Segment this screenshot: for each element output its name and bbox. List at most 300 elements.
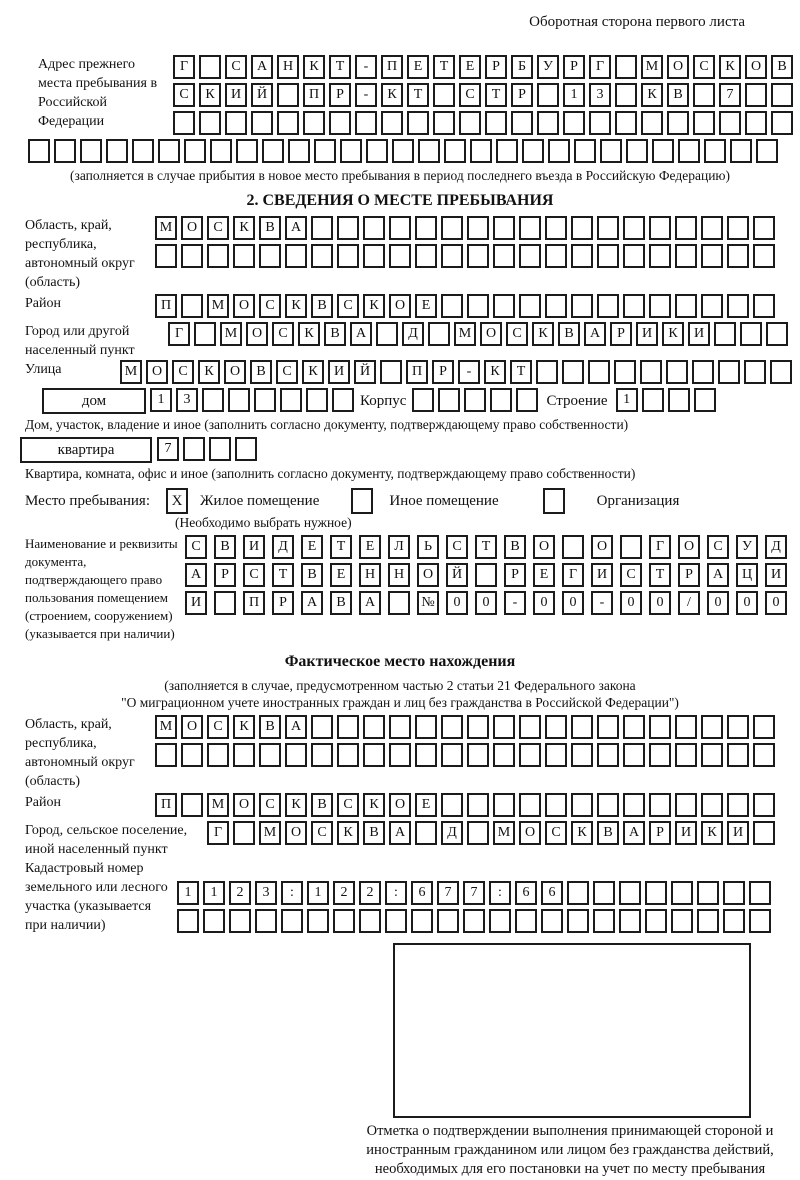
char-box[interactable]: С bbox=[243, 563, 265, 587]
char-box[interactable]: С bbox=[311, 821, 333, 845]
char-box[interactable] bbox=[519, 743, 541, 767]
char-box[interactable] bbox=[277, 111, 299, 135]
char-box[interactable] bbox=[207, 244, 229, 268]
char-box[interactable]: А bbox=[359, 591, 381, 615]
char-box[interactable]: В bbox=[301, 563, 323, 587]
char-box[interactable]: Й bbox=[354, 360, 376, 384]
char-box[interactable]: В bbox=[311, 793, 333, 817]
char-box[interactable] bbox=[363, 743, 385, 767]
char-box[interactable] bbox=[285, 743, 307, 767]
char-box[interactable] bbox=[411, 909, 433, 933]
char-box[interactable]: П bbox=[243, 591, 265, 615]
char-box[interactable]: С bbox=[446, 535, 468, 559]
char-box[interactable] bbox=[493, 793, 515, 817]
char-box[interactable] bbox=[337, 244, 359, 268]
char-box[interactable] bbox=[562, 535, 584, 559]
char-box[interactable]: В bbox=[363, 821, 385, 845]
char-box[interactable] bbox=[228, 388, 250, 412]
char-box[interactable] bbox=[645, 881, 667, 905]
char-box[interactable] bbox=[173, 111, 195, 135]
char-box[interactable]: М bbox=[493, 821, 515, 845]
char-box[interactable]: С bbox=[693, 55, 715, 79]
char-box[interactable] bbox=[623, 715, 645, 739]
char-box[interactable] bbox=[701, 743, 723, 767]
char-box[interactable] bbox=[744, 360, 766, 384]
char-box[interactable] bbox=[288, 139, 310, 163]
char-box[interactable]: В bbox=[597, 821, 619, 845]
char-box[interactable]: П bbox=[155, 793, 177, 817]
char-box[interactable] bbox=[537, 111, 559, 135]
char-box[interactable]: М bbox=[207, 793, 229, 817]
char-box[interactable]: А bbox=[623, 821, 645, 845]
char-box[interactable]: В bbox=[259, 216, 281, 240]
char-box[interactable]: Ц bbox=[736, 563, 758, 587]
char-box[interactable]: А bbox=[301, 591, 323, 615]
char-box[interactable]: Т bbox=[510, 360, 532, 384]
char-box[interactable]: О bbox=[389, 793, 411, 817]
char-box[interactable] bbox=[389, 715, 411, 739]
char-box[interactable] bbox=[730, 139, 752, 163]
char-box[interactable] bbox=[415, 216, 437, 240]
char-box[interactable]: 1 bbox=[177, 881, 199, 905]
char-box[interactable] bbox=[311, 715, 333, 739]
char-box[interactable] bbox=[548, 139, 570, 163]
char-box[interactable] bbox=[470, 139, 492, 163]
char-box[interactable] bbox=[753, 821, 775, 845]
stay-option-other-checkbox[interactable] bbox=[351, 488, 373, 514]
char-box[interactable]: - bbox=[355, 83, 377, 107]
char-box[interactable]: 0 bbox=[620, 591, 642, 615]
char-box[interactable]: С bbox=[272, 322, 294, 346]
char-box[interactable] bbox=[385, 909, 407, 933]
char-box[interactable] bbox=[233, 244, 255, 268]
char-box[interactable]: Н bbox=[388, 563, 410, 587]
char-box[interactable]: Т bbox=[329, 55, 351, 79]
char-box[interactable] bbox=[181, 793, 203, 817]
char-box[interactable] bbox=[184, 139, 206, 163]
char-box[interactable] bbox=[723, 909, 745, 933]
char-box[interactable]: К bbox=[571, 821, 593, 845]
char-box[interactable] bbox=[311, 743, 333, 767]
char-box[interactable] bbox=[727, 793, 749, 817]
char-box[interactable] bbox=[376, 322, 398, 346]
char-box[interactable] bbox=[80, 139, 102, 163]
char-box[interactable]: С bbox=[707, 535, 729, 559]
char-box[interactable] bbox=[563, 111, 585, 135]
char-box[interactable]: О bbox=[224, 360, 246, 384]
char-box[interactable] bbox=[28, 139, 50, 163]
char-box[interactable]: Е bbox=[533, 563, 555, 587]
char-box[interactable] bbox=[235, 437, 257, 461]
char-box[interactable] bbox=[415, 821, 437, 845]
char-box[interactable]: В bbox=[259, 715, 281, 739]
char-box[interactable]: С bbox=[506, 322, 528, 346]
char-box[interactable] bbox=[749, 909, 771, 933]
char-box[interactable]: К bbox=[198, 360, 220, 384]
char-box[interactable]: М bbox=[155, 216, 177, 240]
char-box[interactable] bbox=[626, 139, 648, 163]
char-box[interactable] bbox=[519, 216, 541, 240]
char-box[interactable]: О bbox=[533, 535, 555, 559]
char-box[interactable] bbox=[727, 743, 749, 767]
char-box[interactable] bbox=[675, 793, 697, 817]
char-box[interactable]: № bbox=[417, 591, 439, 615]
char-box[interactable] bbox=[412, 388, 434, 412]
char-box[interactable]: К bbox=[302, 360, 324, 384]
char-box[interactable]: 0 bbox=[446, 591, 468, 615]
char-box[interactable] bbox=[753, 244, 775, 268]
char-box[interactable] bbox=[441, 244, 463, 268]
char-box[interactable] bbox=[536, 360, 558, 384]
char-box[interactable] bbox=[392, 139, 414, 163]
char-box[interactable] bbox=[615, 111, 637, 135]
char-box[interactable] bbox=[511, 111, 533, 135]
char-box[interactable] bbox=[363, 244, 385, 268]
char-box[interactable]: 3 bbox=[176, 388, 198, 412]
char-box[interactable] bbox=[437, 909, 459, 933]
char-box[interactable] bbox=[255, 909, 277, 933]
char-box[interactable] bbox=[214, 591, 236, 615]
char-box[interactable]: Р bbox=[649, 821, 671, 845]
char-box[interactable] bbox=[719, 111, 741, 135]
char-box[interactable] bbox=[693, 83, 715, 107]
char-box[interactable] bbox=[753, 294, 775, 318]
char-box[interactable]: 6 bbox=[515, 881, 537, 905]
char-box[interactable] bbox=[649, 743, 671, 767]
char-box[interactable]: 2 bbox=[333, 881, 355, 905]
char-box[interactable]: С bbox=[225, 55, 247, 79]
char-box[interactable]: 0 bbox=[765, 591, 787, 615]
stay-option-residential-checkbox[interactable]: X bbox=[166, 488, 188, 514]
char-box[interactable]: У bbox=[537, 55, 559, 79]
char-box[interactable] bbox=[363, 216, 385, 240]
char-box[interactable] bbox=[340, 139, 362, 163]
char-box[interactable] bbox=[589, 111, 611, 135]
char-box[interactable]: К bbox=[532, 322, 554, 346]
char-box[interactable] bbox=[619, 909, 641, 933]
char-box[interactable] bbox=[155, 743, 177, 767]
char-box[interactable]: П bbox=[155, 294, 177, 318]
char-box[interactable]: К bbox=[363, 294, 385, 318]
char-box[interactable]: Г bbox=[168, 322, 190, 346]
char-box[interactable] bbox=[753, 216, 775, 240]
char-box[interactable]: 2 bbox=[359, 881, 381, 905]
char-box[interactable]: О bbox=[389, 294, 411, 318]
char-box[interactable] bbox=[545, 743, 567, 767]
char-box[interactable]: - bbox=[355, 55, 377, 79]
char-box[interactable]: Р bbox=[610, 322, 632, 346]
char-box[interactable] bbox=[623, 743, 645, 767]
char-box[interactable] bbox=[155, 244, 177, 268]
char-box[interactable]: Г bbox=[207, 821, 229, 845]
char-box[interactable] bbox=[727, 294, 749, 318]
char-box[interactable]: Т bbox=[272, 563, 294, 587]
char-box[interactable] bbox=[620, 535, 642, 559]
char-box[interactable]: О bbox=[591, 535, 613, 559]
char-box[interactable]: О bbox=[246, 322, 268, 346]
char-box[interactable] bbox=[704, 139, 726, 163]
char-box[interactable] bbox=[277, 83, 299, 107]
char-box[interactable]: Е bbox=[407, 55, 429, 79]
char-box[interactable] bbox=[337, 715, 359, 739]
char-box[interactable]: М bbox=[259, 821, 281, 845]
char-box[interactable] bbox=[467, 244, 489, 268]
char-box[interactable]: 1 bbox=[616, 388, 638, 412]
char-box[interactable]: Д bbox=[272, 535, 294, 559]
char-box[interactable] bbox=[280, 388, 302, 412]
char-box[interactable]: Р bbox=[272, 591, 294, 615]
char-box[interactable]: Т bbox=[649, 563, 671, 587]
char-box[interactable] bbox=[467, 216, 489, 240]
char-box[interactable]: А bbox=[251, 55, 273, 79]
char-box[interactable] bbox=[571, 294, 593, 318]
char-box[interactable]: О bbox=[181, 216, 203, 240]
char-box[interactable]: Т bbox=[330, 535, 352, 559]
char-box[interactable] bbox=[649, 793, 671, 817]
char-box[interactable] bbox=[199, 55, 221, 79]
char-box[interactable]: 0 bbox=[475, 591, 497, 615]
char-box[interactable] bbox=[281, 909, 303, 933]
char-box[interactable]: К bbox=[285, 793, 307, 817]
char-box[interactable] bbox=[485, 111, 507, 135]
char-box[interactable] bbox=[574, 139, 596, 163]
char-box[interactable] bbox=[597, 216, 619, 240]
char-box[interactable]: Д bbox=[441, 821, 463, 845]
char-box[interactable]: И bbox=[328, 360, 350, 384]
char-box[interactable] bbox=[210, 139, 232, 163]
char-box[interactable] bbox=[337, 216, 359, 240]
char-box[interactable]: Г bbox=[173, 55, 195, 79]
char-box[interactable] bbox=[428, 322, 450, 346]
char-box[interactable]: Й bbox=[251, 83, 273, 107]
char-box[interactable]: С bbox=[185, 535, 207, 559]
char-box[interactable] bbox=[649, 216, 671, 240]
char-box[interactable]: К bbox=[303, 55, 325, 79]
char-box[interactable]: 6 bbox=[411, 881, 433, 905]
char-box[interactable]: 1 bbox=[307, 881, 329, 905]
char-box[interactable]: М bbox=[207, 294, 229, 318]
char-box[interactable]: И bbox=[727, 821, 749, 845]
char-box[interactable]: М bbox=[220, 322, 242, 346]
char-box[interactable] bbox=[545, 715, 567, 739]
char-box[interactable] bbox=[541, 909, 563, 933]
char-box[interactable] bbox=[701, 216, 723, 240]
char-box[interactable] bbox=[753, 743, 775, 767]
char-box[interactable]: С bbox=[259, 294, 281, 318]
char-box[interactable] bbox=[701, 715, 723, 739]
char-box[interactable] bbox=[753, 715, 775, 739]
char-box[interactable]: К bbox=[337, 821, 359, 845]
char-box[interactable] bbox=[623, 793, 645, 817]
char-box[interactable]: Е bbox=[459, 55, 481, 79]
char-box[interactable] bbox=[675, 743, 697, 767]
char-box[interactable] bbox=[314, 139, 336, 163]
char-box[interactable] bbox=[649, 244, 671, 268]
char-box[interactable] bbox=[203, 909, 225, 933]
char-box[interactable] bbox=[692, 360, 714, 384]
char-box[interactable] bbox=[619, 881, 641, 905]
char-box[interactable] bbox=[597, 793, 619, 817]
char-box[interactable] bbox=[388, 591, 410, 615]
char-box[interactable]: И bbox=[688, 322, 710, 346]
char-box[interactable] bbox=[668, 388, 690, 412]
char-box[interactable]: 2 bbox=[229, 881, 251, 905]
char-box[interactable] bbox=[749, 881, 771, 905]
char-box[interactable]: А bbox=[584, 322, 606, 346]
char-box[interactable] bbox=[366, 139, 388, 163]
char-box[interactable] bbox=[597, 743, 619, 767]
char-box[interactable] bbox=[770, 360, 792, 384]
char-box[interactable]: С bbox=[276, 360, 298, 384]
char-box[interactable] bbox=[516, 388, 538, 412]
char-box[interactable]: О bbox=[678, 535, 700, 559]
char-box[interactable] bbox=[678, 139, 700, 163]
char-box[interactable] bbox=[567, 881, 589, 905]
char-box[interactable]: К bbox=[484, 360, 506, 384]
char-box[interactable] bbox=[438, 388, 460, 412]
char-box[interactable] bbox=[571, 793, 593, 817]
char-box[interactable]: И bbox=[185, 591, 207, 615]
char-box[interactable]: У bbox=[736, 535, 758, 559]
char-box[interactable]: 0 bbox=[562, 591, 584, 615]
char-box[interactable] bbox=[467, 743, 489, 767]
char-box[interactable] bbox=[259, 244, 281, 268]
char-box[interactable]: С bbox=[173, 83, 195, 107]
char-box[interactable]: О bbox=[667, 55, 689, 79]
char-box[interactable]: А bbox=[185, 563, 207, 587]
char-box[interactable] bbox=[640, 360, 662, 384]
char-box[interactable] bbox=[229, 909, 251, 933]
char-box[interactable] bbox=[727, 715, 749, 739]
char-box[interactable]: В bbox=[667, 83, 689, 107]
char-box[interactable] bbox=[519, 244, 541, 268]
char-box[interactable] bbox=[418, 139, 440, 163]
char-box[interactable] bbox=[181, 244, 203, 268]
char-box[interactable]: К bbox=[641, 83, 663, 107]
char-box[interactable]: О bbox=[181, 715, 203, 739]
char-box[interactable] bbox=[381, 111, 403, 135]
char-box[interactable] bbox=[181, 294, 203, 318]
char-box[interactable] bbox=[202, 388, 224, 412]
char-box[interactable] bbox=[233, 743, 255, 767]
char-box[interactable] bbox=[537, 83, 559, 107]
char-box[interactable] bbox=[545, 216, 567, 240]
char-box[interactable] bbox=[666, 360, 688, 384]
char-box[interactable] bbox=[332, 388, 354, 412]
char-box[interactable] bbox=[311, 244, 333, 268]
char-box[interactable]: Р bbox=[214, 563, 236, 587]
char-box[interactable] bbox=[771, 111, 793, 135]
char-box[interactable]: 1 bbox=[563, 83, 585, 107]
char-box[interactable] bbox=[262, 139, 284, 163]
char-box[interactable]: Е bbox=[359, 535, 381, 559]
char-box[interactable] bbox=[251, 111, 273, 135]
char-box[interactable] bbox=[199, 111, 221, 135]
char-box[interactable] bbox=[209, 437, 231, 461]
char-box[interactable] bbox=[652, 139, 674, 163]
char-box[interactable] bbox=[415, 743, 437, 767]
char-box[interactable] bbox=[337, 743, 359, 767]
char-box[interactable]: - bbox=[591, 591, 613, 615]
char-box[interactable] bbox=[177, 909, 199, 933]
char-box[interactable]: Т bbox=[485, 83, 507, 107]
char-box[interactable] bbox=[307, 909, 329, 933]
char-box[interactable] bbox=[441, 793, 463, 817]
char-box[interactable]: Б bbox=[511, 55, 533, 79]
char-box[interactable] bbox=[303, 111, 325, 135]
char-box[interactable]: И bbox=[636, 322, 658, 346]
char-box[interactable] bbox=[306, 388, 328, 412]
char-box[interactable]: М bbox=[454, 322, 476, 346]
char-box[interactable] bbox=[623, 294, 645, 318]
char-box[interactable] bbox=[519, 793, 541, 817]
char-box[interactable] bbox=[642, 388, 664, 412]
char-box[interactable]: Т bbox=[433, 55, 455, 79]
char-box[interactable] bbox=[753, 793, 775, 817]
char-box[interactable] bbox=[389, 216, 411, 240]
char-box[interactable]: Е bbox=[301, 535, 323, 559]
char-box[interactable]: А bbox=[707, 563, 729, 587]
char-box[interactable]: Р bbox=[329, 83, 351, 107]
char-box[interactable]: О bbox=[745, 55, 767, 79]
char-box[interactable] bbox=[415, 715, 437, 739]
char-box[interactable]: 1 bbox=[203, 881, 225, 905]
char-box[interactable] bbox=[464, 388, 486, 412]
char-box[interactable]: К bbox=[298, 322, 320, 346]
char-box[interactable] bbox=[519, 294, 541, 318]
char-box[interactable]: О bbox=[480, 322, 502, 346]
char-box[interactable] bbox=[311, 216, 333, 240]
char-box[interactable]: В bbox=[324, 322, 346, 346]
char-box[interactable] bbox=[600, 139, 622, 163]
char-box[interactable]: К bbox=[233, 715, 255, 739]
char-box[interactable]: О bbox=[285, 821, 307, 845]
char-box[interactable]: 7 bbox=[719, 83, 741, 107]
char-box[interactable] bbox=[571, 715, 593, 739]
char-box[interactable] bbox=[181, 743, 203, 767]
char-box[interactable] bbox=[389, 244, 411, 268]
char-box[interactable]: О bbox=[519, 821, 541, 845]
char-box[interactable] bbox=[132, 139, 154, 163]
char-box[interactable]: Е bbox=[415, 294, 437, 318]
char-box[interactable]: Д bbox=[765, 535, 787, 559]
char-box[interactable]: М bbox=[155, 715, 177, 739]
char-box[interactable]: М bbox=[120, 360, 142, 384]
char-box[interactable]: 7 bbox=[437, 881, 459, 905]
char-box[interactable] bbox=[225, 111, 247, 135]
char-box[interactable]: С bbox=[172, 360, 194, 384]
char-box[interactable] bbox=[380, 360, 402, 384]
char-box[interactable]: О bbox=[233, 294, 255, 318]
char-box[interactable] bbox=[285, 244, 307, 268]
char-box[interactable] bbox=[740, 322, 762, 346]
char-box[interactable] bbox=[490, 388, 512, 412]
char-box[interactable]: К bbox=[701, 821, 723, 845]
char-box[interactable] bbox=[675, 715, 697, 739]
char-box[interactable]: 0 bbox=[707, 591, 729, 615]
char-box[interactable]: 0 bbox=[533, 591, 555, 615]
char-box[interactable] bbox=[614, 360, 636, 384]
char-box[interactable]: Г bbox=[589, 55, 611, 79]
char-box[interactable] bbox=[723, 881, 745, 905]
char-box[interactable] bbox=[745, 83, 767, 107]
char-box[interactable] bbox=[718, 360, 740, 384]
char-box[interactable] bbox=[727, 216, 749, 240]
char-box[interactable]: В bbox=[214, 535, 236, 559]
char-box[interactable]: Е bbox=[415, 793, 437, 817]
char-box[interactable]: С bbox=[337, 793, 359, 817]
char-box[interactable]: 1 bbox=[150, 388, 172, 412]
